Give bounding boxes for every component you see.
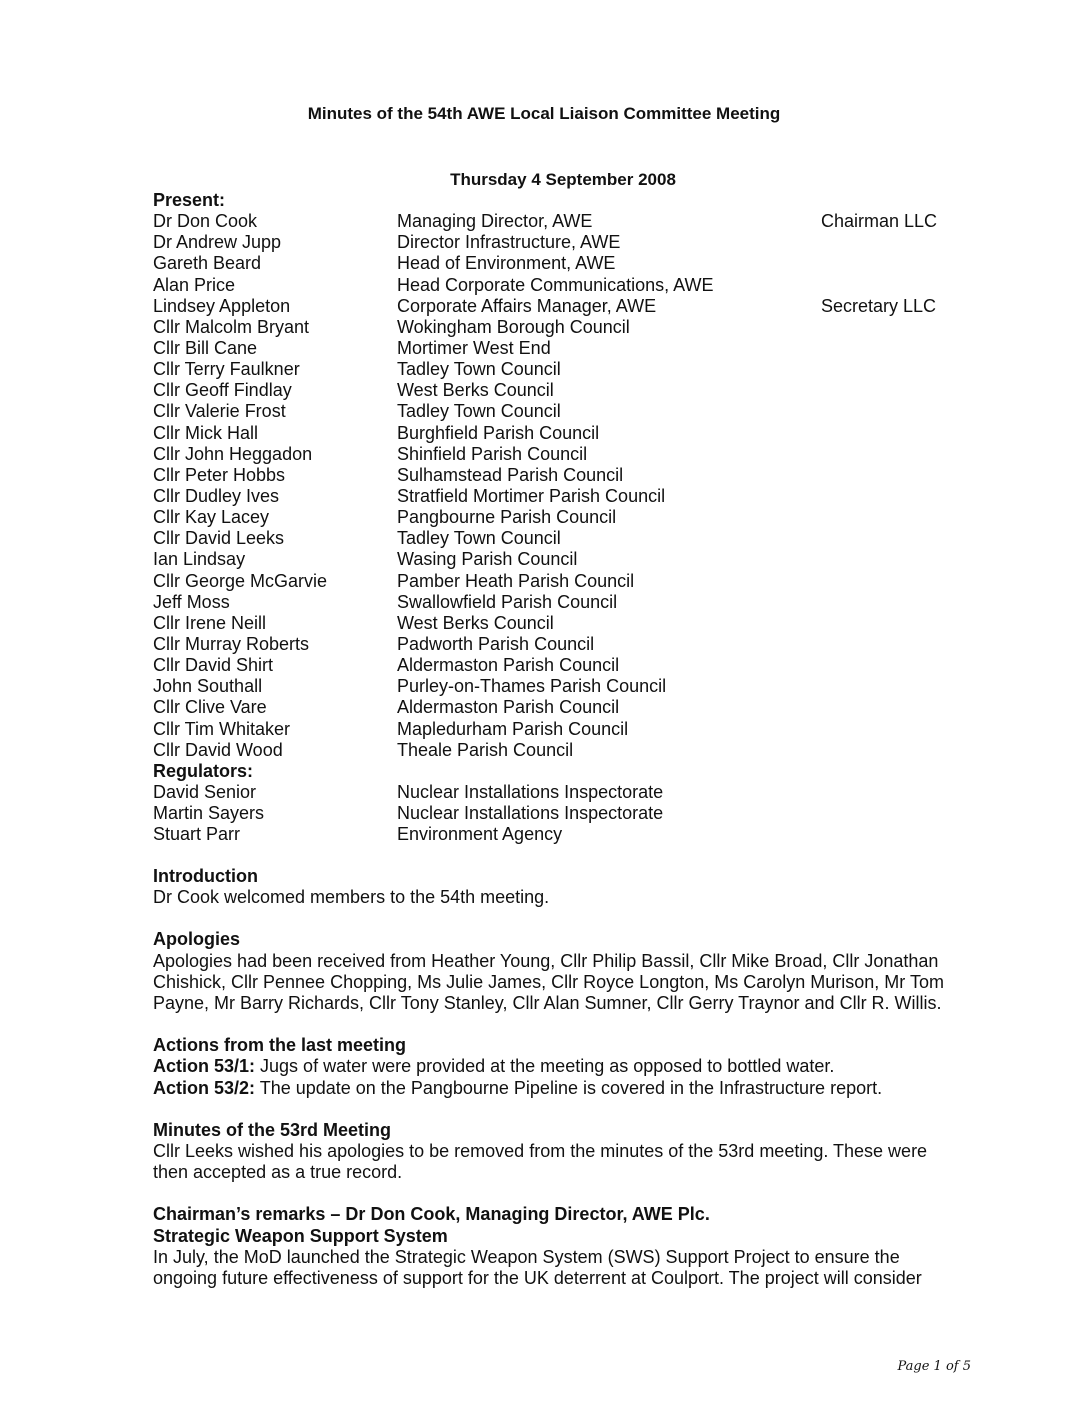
attendee-name: John Southall: [153, 676, 263, 697]
attendee-name: Jeff Moss: [153, 591, 230, 612]
attendee-role: Swallowfield Parish Council: [397, 591, 618, 612]
attendee-name: Martin Sayers: [153, 803, 265, 824]
attendee-role: Director Infrastructure, AWE: [397, 232, 621, 253]
action-label: Action 53/2:: [153, 1077, 256, 1098]
actions-section: [153, 1035, 983, 1099]
action-text: The update on the Pangbourne Pipeline is covered in the Infrastructure report.: [255, 1077, 883, 1098]
attendee-name: Cllr Murray Roberts: [153, 633, 310, 654]
attendee-row: [153, 359, 973, 380]
attendee-name: Cllr John Heggadon: [153, 443, 313, 464]
attendee-name: Stuart Parr: [153, 824, 241, 845]
attendee-name: Cllr David Wood: [153, 739, 283, 760]
attendee-name: Lindsey Appleton: [153, 295, 291, 316]
attendee-role: Mapledurham Parish Council: [397, 718, 629, 739]
attendee-row: [153, 824, 973, 845]
attendee-row: [153, 507, 973, 528]
attendee-role: Tadley Town Council: [397, 359, 561, 380]
paragraph-line: then accepted as a true record.: [153, 1162, 403, 1183]
section-heading: Introduction: [153, 866, 258, 886]
attendee-name: Cllr Malcolm Bryant: [153, 316, 310, 337]
attendee-role: Mortimer West End: [397, 337, 551, 358]
paragraph: Dr Cook welcomed members to the 54th meeting.: [153, 887, 550, 908]
attendee-row: [153, 528, 973, 549]
chairman-section: [153, 1204, 983, 1289]
attendee-note: Chairman LLC: [821, 211, 938, 232]
attendee-name: Gareth Beard: [153, 253, 262, 274]
paragraph-line: Cllr Leeks wished his apologies to be removed from the minutes of the 53rd meeting. These were: [153, 1141, 928, 1162]
attendee-row: [153, 549, 973, 570]
action-text: Jugs of water were provided at the meeting as opposed to bottled water.: [255, 1056, 835, 1077]
action-item: [153, 1056, 983, 1077]
attendee-name: Cllr Clive Vare: [153, 697, 267, 718]
attendee-row: [153, 740, 973, 761]
attendee-name: David Senior: [153, 781, 257, 802]
attendee-role: Nuclear Installations Inspectorate: [397, 803, 664, 824]
attendee-role: Aldermaston Parish Council: [397, 697, 620, 718]
page-number: Page 1 of 5: [897, 1359, 971, 1374]
attendee-row: [153, 592, 973, 613]
attendee-row: [153, 296, 973, 317]
attendee-role: Theale Parish Council: [397, 739, 574, 760]
attendee-name: Cllr George McGarvie: [153, 570, 328, 591]
document-title: Minutes of the 54th AWE Local Liaison Committee Meeting: [307, 104, 781, 123]
attendee-role: Head of Environment, AWE: [397, 253, 616, 274]
attendee-role: West Berks Council: [397, 380, 554, 401]
attendee-role: Burghfield Parish Council: [397, 422, 600, 443]
attendee-row: [153, 486, 973, 507]
attendee-note: Secretary LLC: [821, 295, 937, 316]
subsection-heading: Strategic Weapon Support System: [153, 1225, 448, 1246]
attendee-row: [153, 338, 973, 359]
attendee-name: Cllr Geoff Findlay: [153, 380, 292, 401]
attendee-row: [153, 232, 973, 253]
attendee-row: [153, 571, 973, 592]
attendee-name: Cllr Terry Faulkner: [153, 359, 300, 380]
attendee-role: Shinfield Parish Council: [397, 443, 588, 464]
attendee-role: Purley-on-Thames Parish Council: [397, 676, 667, 697]
attendee-row: [153, 719, 973, 740]
regulators-heading: Regulators:: [153, 760, 254, 781]
attendance-list: [153, 190, 973, 845]
attendee-row: [153, 444, 973, 465]
present-heading: Present:: [153, 190, 226, 210]
attendee-name: Cllr Dudley Ives: [153, 485, 280, 506]
attendee-name: Dr Don Cook: [153, 211, 258, 232]
regulator-rows: [153, 782, 973, 845]
attendee-row: [153, 423, 973, 444]
attendee-role: Wasing Parish Council: [397, 549, 578, 570]
attendee-row: [153, 465, 973, 486]
attendee-row: [153, 782, 973, 803]
attendee-role: Environment Agency: [397, 824, 563, 845]
attendee-role: Nuclear Installations Inspectorate: [397, 781, 664, 802]
attendee-name: Cllr Tim Whitaker: [153, 718, 291, 739]
minutes-section: [153, 1120, 983, 1184]
attendee-name: Cllr Mick Hall: [153, 422, 258, 443]
section-heading: Chairman’s remarks – Dr Don Cook, Managing Director, AWE Plc.: [153, 1204, 710, 1225]
attendee-row: [153, 253, 973, 274]
attendee-name: Ian Lindsay: [153, 549, 246, 570]
attendee-row: [153, 697, 973, 718]
attendee-role: Corporate Affairs Manager, AWE: [397, 295, 657, 316]
apologies-section: [153, 929, 983, 1014]
attendee-name: Dr Andrew Jupp: [153, 232, 282, 253]
attendee-name: Alan Price: [153, 274, 236, 295]
section-heading: Minutes of the 53rd Meeting: [153, 1119, 392, 1140]
paragraph-line: ongoing future effectiveness of support for the UK deterrent at Coulport. The project will consider: [153, 1268, 922, 1289]
attendee-name: Cllr Bill Cane: [153, 337, 258, 358]
present-rows: [153, 211, 973, 761]
attendee-name: Cllr David Leeks: [153, 528, 285, 549]
attendee-role: Aldermaston Parish Council: [397, 655, 620, 676]
attendee-name: Cllr Kay Lacey: [153, 507, 270, 528]
section-heading: Apologies: [153, 929, 241, 950]
section-heading: Actions from the last meeting: [153, 1035, 407, 1056]
attendee-name: Cllr Irene Neill: [153, 612, 267, 633]
attendee-row: [153, 380, 973, 401]
paragraph-line: Payne, Mr Barry Richards, Cllr Tony Stanley, Cllr Alan Sumner, Cllr Gerry Traynor and Cllr R. Willis.: [153, 993, 942, 1014]
paragraph-line: Apologies had been received from Heather Young, Cllr Philip Bassil, Cllr Mike Broad, Cllr Jonathan: [153, 950, 939, 971]
minutes-body: [153, 866, 983, 1289]
attendee-role: Stratfield Mortimer Parish Council: [397, 485, 666, 506]
attendee-row: [153, 613, 973, 634]
attendee-row: [153, 401, 973, 422]
attendee-row: [153, 676, 973, 697]
paragraph-line: Chishick, Cllr Pennee Chopping, Ms Julie James, Cllr Royce Longton, Ms Carolyn Murison, Mr Tom: [153, 971, 944, 992]
attendee-row: [153, 211, 973, 232]
attendee-row: [153, 803, 973, 824]
attendee-name: Cllr Valerie Frost: [153, 401, 286, 422]
action-label: Action 53/1:: [153, 1056, 256, 1077]
attendee-row: [153, 317, 973, 338]
attendee-role: Padworth Parish Council: [397, 633, 595, 654]
attendee-name: Cllr Peter Hobbs: [153, 464, 286, 485]
attendee-role: Tadley Town Council: [397, 401, 561, 422]
attendee-name: Cllr David Shirt: [153, 655, 274, 676]
attendee-role: Tadley Town Council: [397, 528, 561, 549]
paragraph-line: In July, the MoD launched the Strategic Weapon System (SWS) Support Project to ensure the: [153, 1246, 900, 1267]
attendee-role: Pamber Heath Parish Council: [397, 570, 635, 591]
action-item: [153, 1078, 983, 1099]
attendee-role: Head Corporate Communications, AWE: [397, 274, 714, 295]
attendee-role: Wokingham Borough Council: [397, 316, 630, 337]
attendee-role: Sulhamstead Parish Council: [397, 464, 624, 485]
attendee-row: [153, 655, 973, 676]
attendee-row: [153, 634, 973, 655]
attendee-role: West Berks Council: [397, 612, 554, 633]
attendee-role: Managing Director, AWE: [397, 211, 593, 232]
attendee-role: Pangbourne Parish Council: [397, 507, 617, 528]
introduction-section: [153, 866, 983, 908]
meeting-date: Thursday 4 September 2008: [450, 170, 676, 189]
attendee-row: [153, 275, 973, 296]
